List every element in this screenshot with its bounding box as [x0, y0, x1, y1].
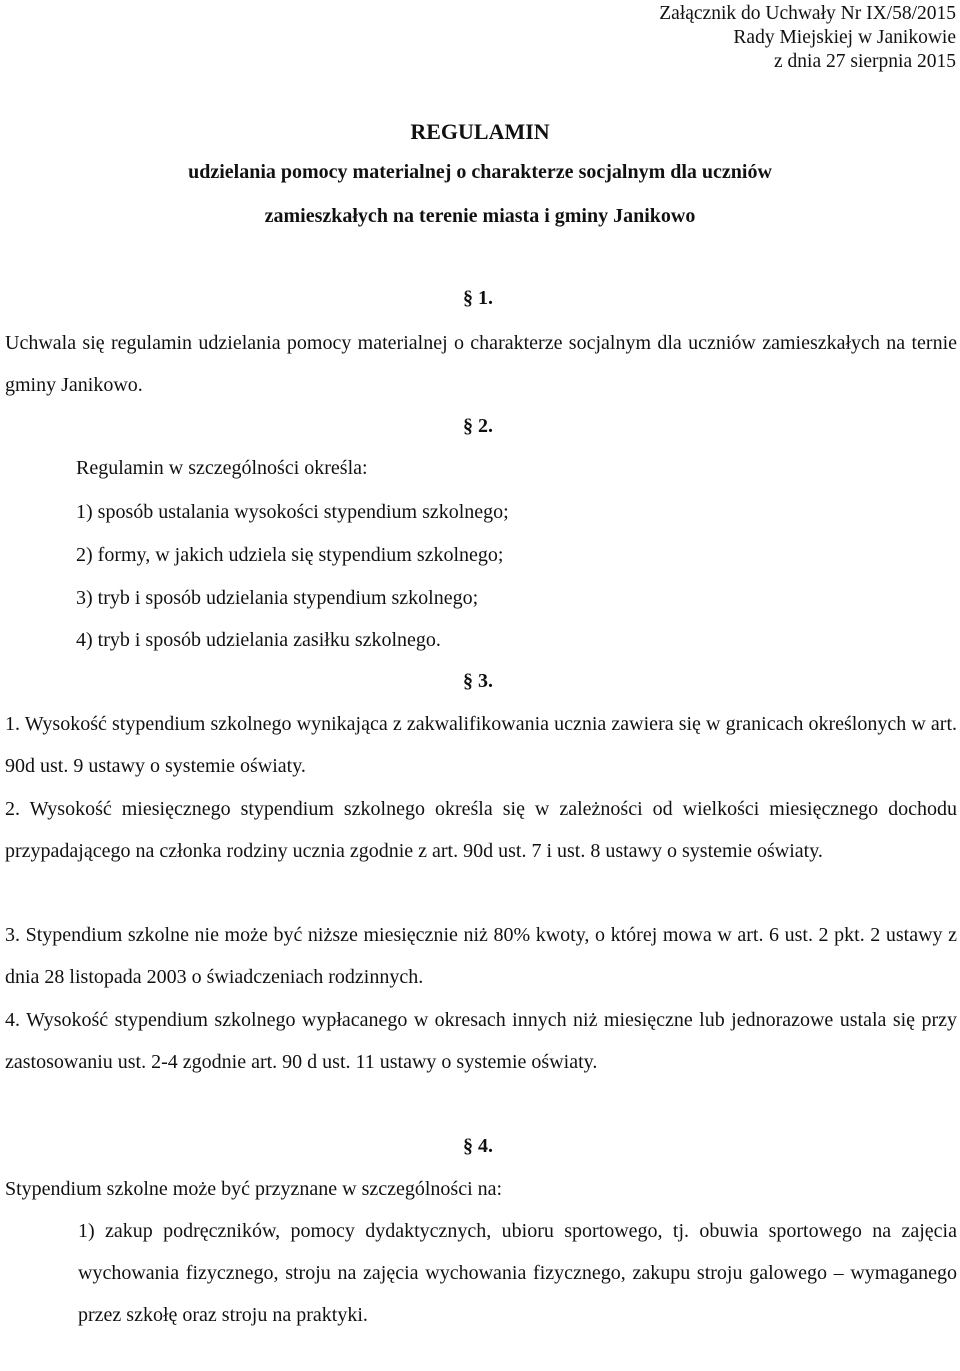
document-subtitle-line-1: udzielania pomocy materialnej o charakterze socjalnym dla uczniów [188, 161, 772, 183]
section-3-paragraph-3: 3. Stypendium szkolne nie może być niższe miesięcznie niż 80% kwoty, o której mowa w art. 6 ust. 2 pkt. 2 ustawy z dnia 28 listopada 2003 o świadczeniach rodzinnych. [5, 924, 957, 988]
attachment-header-line-2: Rady Miejskiej w Janikowie [733, 27, 956, 48]
document-title: REGULAMIN [410, 119, 550, 144]
section-2-item-3: 3) tryb i sposób udzielania stypendium szkolnego; [76, 587, 479, 609]
section-1-heading: § 1. [463, 287, 493, 309]
section-2-item-4: 4) tryb i sposób udzielania zasiłku szkolnego. [76, 629, 441, 651]
section-2-item-1: 1) sposób ustalania wysokości stypendium szkolnego; [76, 501, 509, 523]
section-2-item-2: 2) formy, w jakich udziela się stypendium szkolnego; [76, 544, 504, 566]
section-2-intro: Regulamin w szczególności określa: [76, 457, 368, 479]
section-3-paragraph-2: 2. Wysokość miesięcznego stypendium szkolnego określa się w zależności od wielkości miesięcznego dochodu przypadającego na członka rodziny ucznia zgodnie z art. 90d ust. 7 i ust. 8 ustawy o systemie oświaty. [5, 798, 957, 862]
section-4-heading: § 4. [463, 1135, 493, 1157]
attachment-header-line-1: Załącznik do Uchwały Nr IX/58/2015 [659, 3, 956, 24]
section-4-item-1: 1) zakup podręczników, pomocy dydaktycznych, ubioru sportowego, tj. obuwia sportowego na zajęcia wychowania fizycznego, stroju na zajęcia wychowania fizycznego, zakupu stroju galowego – wymaganego przez szkołę oraz stroju na praktyki. [78, 1220, 957, 1326]
document-subtitle-line-2: zamieszkałych na terenie miasta i gminy Janikowo [264, 205, 696, 227]
section-2-heading: § 2. [463, 415, 493, 437]
section-3-paragraph-1: 1. Wysokość stypendium szkolnego wynikająca z zakwalifikowania ucznia zawiera się w granicach określonych w art. 90d ust. 9 ustawy o systemie oświaty. [5, 713, 957, 777]
section-4-intro: Stypendium szkolne może być przyznane w szczególności na: [5, 1178, 503, 1200]
attachment-header-line-3: z dnia 27 sierpnia 2015 [774, 51, 956, 72]
section-1-text: Uchwala się regulamin udzielania pomocy materialnej o charakterze socjalnym dla uczniów zamieszkałych na ternie gminy Janikowo. [5, 332, 957, 396]
section-3-heading: § 3. [463, 670, 493, 692]
section-3-paragraph-4: 4. Wysokość stypendium szkolnego wypłacanego w okresach innych niż miesięczne lub jednorazowe ustala się przy zastosowaniu ust. 2-4 zgodnie art. 90 d ust. 11 ustawy o systemie oświaty. [5, 1009, 957, 1073]
